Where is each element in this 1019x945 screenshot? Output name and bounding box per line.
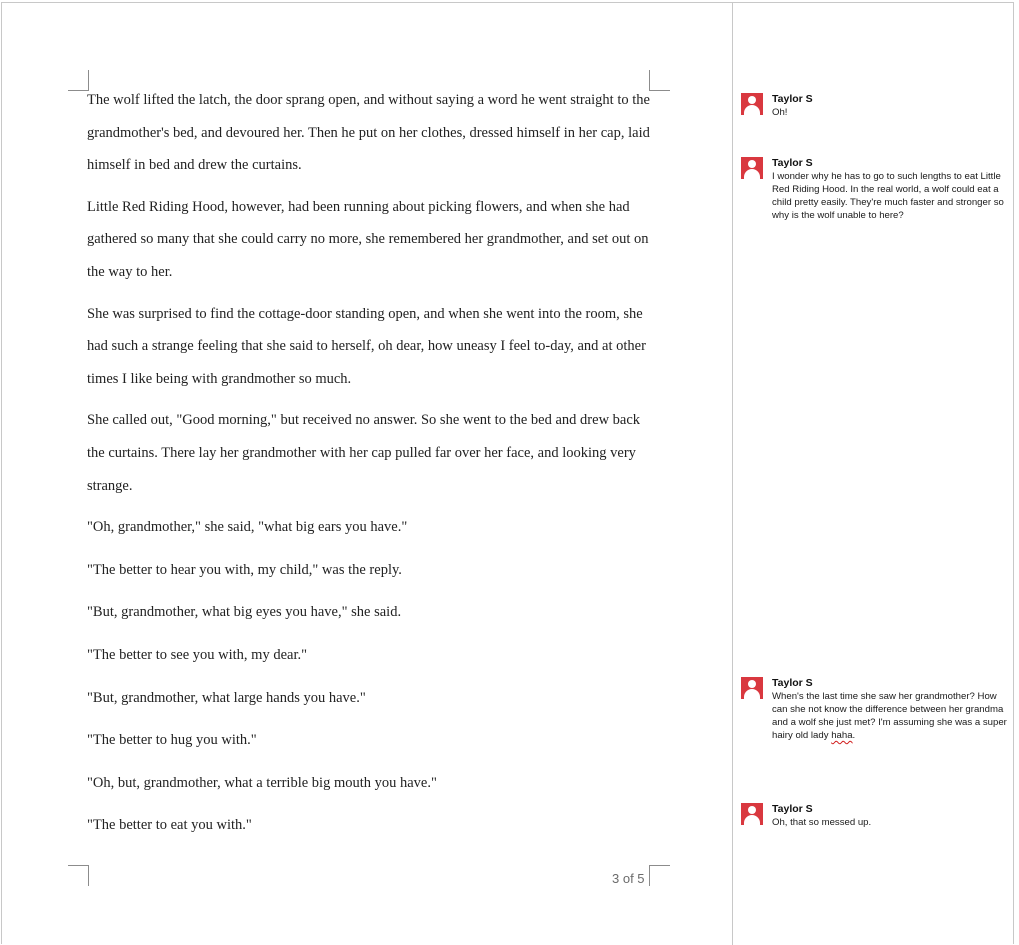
comment-card[interactable] [741,677,1007,747]
crop-mark-top-right [649,70,670,91]
paragraph[interactable]: The wolf lifted the latch, the door sprang open, and without saying a word he went straight to the grandmother's bed, and devoured her. Then he put on her clothes, dressed himself in her cap, laid himself in bed and drew the curtains. [87,92,650,174]
comment-text-part: When's the last time she saw her grandmother? How can she not know the difference between her grandma and a wolf she just met? I'm assuming she was a super hairy old lady [772,691,1007,741]
comment-author: Taylor S [772,803,813,815]
comment-author: Taylor S [772,93,813,105]
comments-pane-divider [732,3,733,945]
paragraph[interactable]: "Oh, but, grandmother, what a terrible big mouth you have." [87,774,437,791]
user-avatar-icon [741,157,763,179]
comment-text: I wonder why he has to go to such lengths to eat Little Red Riding Hood. In the real world, a wolf could eat a child pretty easily. They're much faster and stronger so why is the wolf unable to here? [772,171,1004,221]
comment-text [772,690,1008,742]
paragraph[interactable]: "But, grandmother, what big eyes you have," she said. [87,604,402,621]
crop-mark-bottom-left [68,865,89,886]
paragraph[interactable]: She was surprised to find the cottage-door standing open, and when she went into the room, she had such a strange feeling that she said to herself, oh dear, how uneasy I feel to-day, and at other times I like being with grandmother so much. [87,305,646,387]
paragraph[interactable]: "Oh, grandmother," she said, "what big ears you have." [87,519,408,536]
paragraph[interactable]: "The better to hug you with." [87,732,257,749]
comment-author: Taylor S [772,157,813,169]
paragraph[interactable]: "The better to eat you with." [87,817,252,834]
user-avatar-icon [741,677,763,699]
crop-mark-top-left [68,70,89,91]
paragraph[interactable]: Little Red Riding Hood, however, had been running about picking flowers, and when she had gathered so many that she could carry no more, she remembered her grandmother, and set out on the way to her. [87,198,649,280]
comment-text: Oh, that so messed up. [772,817,872,828]
comment-author: Taylor S [772,677,813,689]
document-body[interactable] [87,84,652,852]
comment-text: Oh! [772,107,788,118]
comment-text-part: . [852,730,856,741]
paragraph[interactable]: "But, grandmother, what large hands you have." [87,689,366,706]
paragraph[interactable]: "The better to see you with, my dear." [87,646,308,663]
crop-mark-bottom-right [649,865,670,886]
paragraph[interactable]: "The better to hear you with, my child," was the reply. [87,561,402,578]
spelling-flagged-word[interactable]: haha [831,730,853,741]
comment-card[interactable] [741,803,1007,833]
paragraph[interactable]: She called out, "Good morning," but received no answer. So she went to the bed and drew back the curtains. There lay her grandmother with her cap pulled far over her face, and looking very strange. [87,412,641,494]
user-avatar-icon [741,93,763,115]
comment-card[interactable] [741,93,1007,123]
page-number: 3 of 5 [612,871,645,886]
user-avatar-icon [741,803,763,825]
comment-card[interactable] [741,157,1007,227]
